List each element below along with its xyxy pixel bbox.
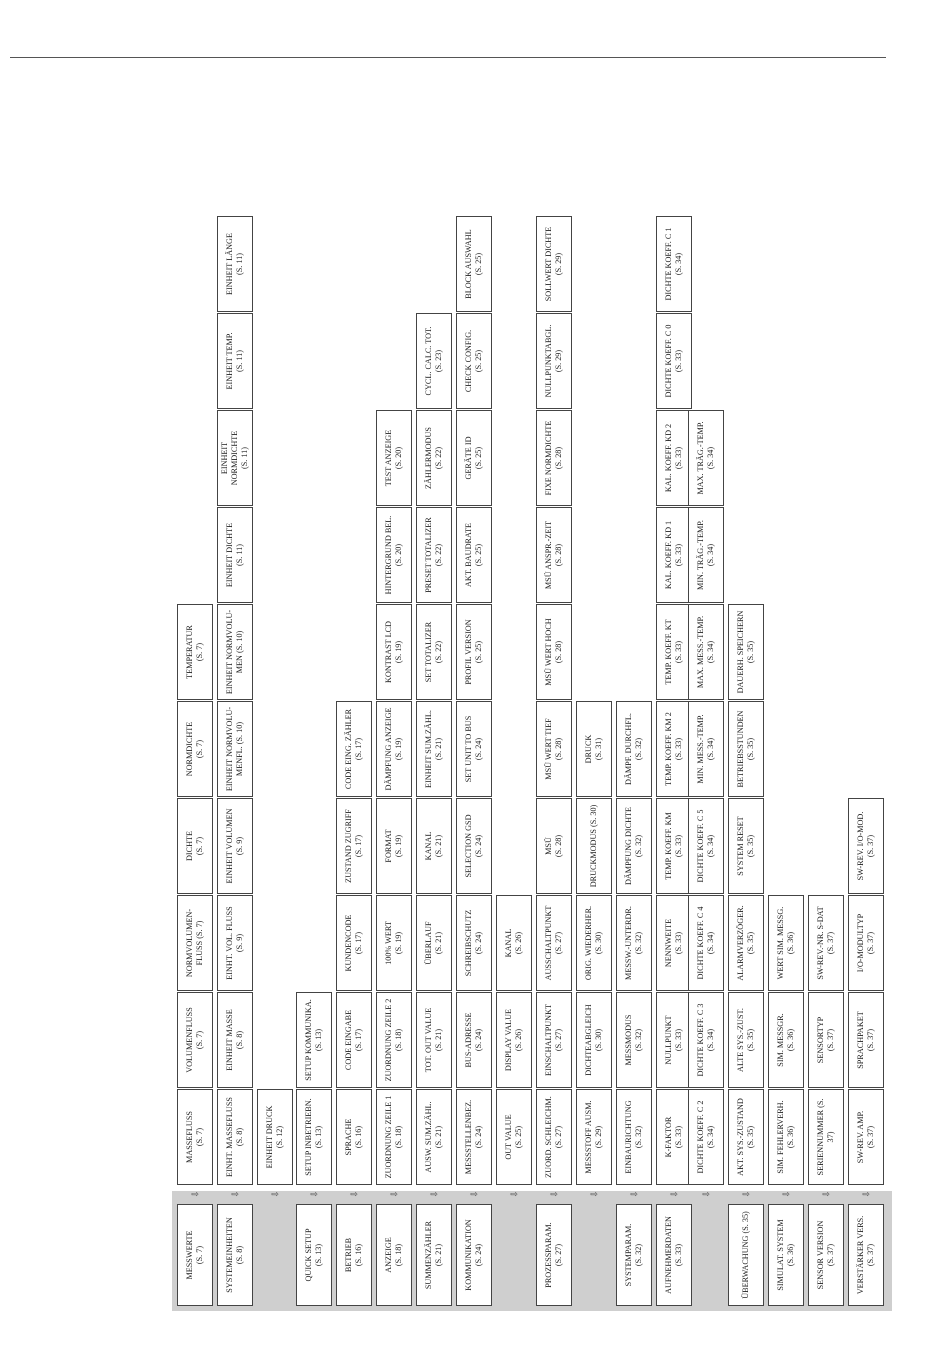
function-cell: HINTERGRUND BEL. (S. 20) (376, 507, 412, 603)
function-cell: MSÜ ANSPR.-ZEIT (S. 28) (536, 507, 572, 603)
function-cell: DÄMPFUNG DICHTE (S. 32) (616, 798, 652, 894)
function-cell: ALARMVERZÖGER. (S. 35) (728, 895, 764, 991)
function-cell: KONTRAST LCD (S. 19) (376, 604, 412, 700)
function-cell: AUSW. SUM.ZÄHL. (S. 21) (416, 1089, 452, 1185)
function-cell: SET UNIT TO BUS (S. 24) (456, 701, 492, 797)
function-cell: DICHTEABGLEICH (S. 30) (576, 992, 612, 1088)
function-cell: AUSSCHALTPUNKT (S. 27) (536, 895, 572, 991)
function-cell: FIXE NORMDICHTE (S. 28) (536, 410, 572, 506)
function-cell: CYCL. CALC. TOT. (S. 23) (416, 313, 452, 409)
matrix-row (656, 141, 692, 1311)
function-cell: TEMP. KOEFF. KT (S. 33) (656, 604, 692, 700)
function-cell: NENNWEITE (S. 33) (656, 895, 692, 991)
function-group-cell: QUICK SETUP (S. 13) (296, 1204, 332, 1306)
function-cell: EINHEIT DICHTE (S. 11) (217, 507, 253, 603)
function-cell: EINHEIT DRUCK (S. 12) (257, 1089, 293, 1185)
function-cell: MESSMODUS (S. 32) (616, 992, 652, 1088)
function-cell: KANAL (S. 21) (416, 798, 452, 894)
function-group-cell: SENSOR VERSION (S. 37) (808, 1204, 844, 1306)
matrix-row (456, 141, 492, 1311)
function-cell: EINHEIT NORMDICHTE (S. 11) (217, 410, 253, 506)
header-rule (10, 57, 886, 58)
matrix-row (536, 141, 572, 1311)
matrix-row (616, 141, 652, 1311)
function-group-cell: SYSTEMPARAM. (S. 32) (616, 1204, 652, 1306)
function-cell: EINHEIT MASSE (S. 8) (217, 992, 253, 1088)
function-cell: BLOCK AUSWAHL (S. 25) (456, 216, 492, 312)
arrow-right-icon: ⇨ (822, 1190, 830, 1200)
function-group-cell: VERSTÄRKER VERS. (S. 37) (848, 1204, 884, 1306)
function-cell: SOLLWERT DICHTE (S. 29) (536, 216, 572, 312)
function-cell: CODE EING. ZÄHLER (S. 17) (336, 701, 372, 797)
function-cell: DICHTE (S. 7) (177, 798, 213, 894)
matrix-row (376, 141, 412, 1311)
arrow-right-icon: ⇨ (310, 1190, 318, 1200)
function-cell: SPRACHE (S. 16) (336, 1089, 372, 1185)
function-cell: NULLPUNKT (S. 33) (656, 992, 692, 1088)
function-cell: EINHEIT VOLUMEN (S. 9) (217, 798, 253, 894)
function-cell: EINHEIT NORMVOLU- MEN (S. 10) (217, 604, 253, 700)
function-group-cell: ÜBERWACHUNG (S. 35) (728, 1204, 764, 1306)
function-group-cell: AUFNEHMERDATEN (S. 33) (656, 1204, 692, 1306)
function-cell: AKT. BAUDRATE (S. 25) (456, 507, 492, 603)
arrow-right-icon: ⇨ (782, 1190, 790, 1200)
function-cell: EINHT. VOL. FLUSS (S. 9) (217, 895, 253, 991)
function-cell: ZUORD. SCHLEICHM. (S. 27) (536, 1089, 572, 1185)
function-cell: CODE EINGABE (S. 17) (336, 992, 372, 1088)
function-cell: ALTE SYS.-ZUST. (S. 35) (728, 992, 764, 1088)
function-cell: NORMDICHTE (S. 7) (177, 701, 213, 797)
function-cell: SETUP INBETRIEBN. (S. 13) (296, 1089, 332, 1185)
function-cell: KAL. KOEFF. KD 1 (S. 33) (656, 507, 692, 603)
matrix-row (416, 141, 452, 1311)
function-cell: NORMVOLUMEN- FLUSS (S. 7) (177, 895, 213, 991)
arrow-right-icon: ⇨ (510, 1190, 518, 1200)
function-cell: SELECTION GSD (S. 24) (456, 798, 492, 894)
function-cell: MSÜ (S. 28) (536, 798, 572, 894)
function-cell: PRESET TOTALIZER (S. 22) (416, 507, 452, 603)
function-cell: SIM. FEHLERVERH. (S. 36) (768, 1089, 804, 1185)
function-group-cell: KOMMUNIKATION (S. 24) (456, 1204, 492, 1306)
function-cell: SW-REV. I/O-MOD. (S. 37) (848, 798, 884, 894)
function-cell: DRUCKMODUS (S. 30) (576, 798, 612, 894)
function-cell: GERÄTE ID (S. 25) (456, 410, 492, 506)
function-cell: TEMP. KOEFF. KM 2 (S. 33) (656, 701, 692, 797)
matrix-row (808, 141, 844, 1311)
function-cell: DÄMPFUNG ANZEIGE (S. 19) (376, 701, 412, 797)
arrow-right-icon: ⇨ (350, 1190, 358, 1200)
arrow-right-icon: ⇨ (390, 1190, 398, 1200)
function-cell: MIN. MESS.-TEMP. (S. 34) (688, 701, 724, 797)
function-matrix (172, 141, 875, 1311)
function-cell: KAL. KOEFF. KD 2 (S. 33) (656, 410, 692, 506)
function-group-cell: MESSWERTE (S. 7) (177, 1204, 213, 1306)
arrow-right-icon: ⇨ (670, 1190, 678, 1200)
function-cell: EINSCHALTPUNKT (S. 27) (536, 992, 572, 1088)
arrow-right-icon: ⇨ (702, 1190, 710, 1200)
function-cell: SYSTEM RESET (S. 35) (728, 798, 764, 894)
function-group-cell: BETRIEB (S. 16) (336, 1204, 372, 1306)
function-cell: SET TOTALIZER (S. 22) (416, 604, 452, 700)
function-cell: DISPLAY VALUE (S. 26) (496, 992, 532, 1088)
matrix-row (336, 141, 372, 1311)
function-cell: SENSORTYP (S. 37) (808, 992, 844, 1088)
function-cell: VOLUMENFLUSS (S. 7) (177, 992, 213, 1088)
arrow-right-icon: ⇨ (862, 1190, 870, 1200)
arrow-right-icon: ⇨ (231, 1190, 239, 1200)
function-cell: SPRACHPAKET (S. 37) (848, 992, 884, 1088)
function-cell: EINHT. MASSEFLUSS (S. 8) (217, 1089, 253, 1185)
function-group-cell: ANZEIGE (S. 18) (376, 1204, 412, 1306)
matrix-row (257, 141, 293, 1311)
arrow-right-icon: ⇨ (271, 1190, 279, 1200)
function-cell: MIN. TRÄG.-TEMP. (S. 34) (688, 507, 724, 603)
function-cell: ÜBERLAUF (S. 21) (416, 895, 452, 991)
function-cell: SW-REV.-NR. S-DAT (S. 37) (808, 895, 844, 991)
function-cell: ZÄHLERMODUS (S. 22) (416, 410, 452, 506)
function-cell: TOT. OUT VALUE (S. 21) (416, 992, 452, 1088)
function-cell: EINHEIT SUM.ZÄHL. (S. 21) (416, 701, 452, 797)
matrix-row (177, 141, 213, 1311)
matrix-row (768, 141, 804, 1311)
function-cell: EINBAURICHTUNG (S. 32) (616, 1089, 652, 1185)
function-cell: ZUORDNUNG ZEILE 1 (S. 18) (376, 1089, 412, 1185)
function-cell: OUT VALUE (S. 25) (496, 1089, 532, 1185)
function-cell: BETRIEBSSTUNDEN (S. 35) (728, 701, 764, 797)
matrix-row (576, 141, 612, 1311)
function-cell: DICHTE KOEFF. C 0 (S. 33) (656, 313, 692, 409)
function-group-cell: SYSTEMEINHEITEN (S. 8) (217, 1204, 253, 1306)
function-cell: EINHEIT LÄNGE (S. 11) (217, 216, 253, 312)
function-cell: TEMPERATUR (S. 7) (177, 604, 213, 700)
function-cell: MESSSTOFF AUSM. (S. 29) (576, 1089, 612, 1185)
function-cell: DICHTE KOEFF. C 1 (S. 34) (656, 216, 692, 312)
arrow-right-icon: ⇨ (191, 1190, 199, 1200)
function-cell: MESSSTELLENBEZ. (S. 24) (456, 1089, 492, 1185)
function-cell: TEMP. KOEFF. KM (S. 33) (656, 798, 692, 894)
function-cell: SERIENNUMMER (S. 37) (808, 1089, 844, 1185)
function-cell: DICHTE KOEFF. C 2 (S. 34) (688, 1089, 724, 1185)
function-cell: MAX. TRÄG.-TEMP. (S. 34) (688, 410, 724, 506)
function-cell: MASSEFLUSS (S. 7) (177, 1089, 213, 1185)
function-cell: DICHTE KOEFF. C 4 (S. 34) (688, 895, 724, 991)
function-cell: EINHEIT NORMVOLU- MENFL. (S. 10) (217, 701, 253, 797)
function-cell: NULLPUNKTABGL. (S. 29) (536, 313, 572, 409)
function-cell: MSÜ WERT TIEF (S. 28) (536, 701, 572, 797)
function-cell: ZUSTAND ZUGRIFF (S. 17) (336, 798, 372, 894)
function-group-cell: SIMULAT. SYSTEM (S. 36) (768, 1204, 804, 1306)
arrow-right-icon: ⇨ (742, 1190, 750, 1200)
function-cell: 100% WERT (S. 19) (376, 895, 412, 991)
function-cell: KUNDENCODE (S. 17) (336, 895, 372, 991)
arrow-right-icon: ⇨ (590, 1190, 598, 1200)
matrix-row (296, 141, 332, 1311)
function-cell: MESSW.-UNTERDR. (S. 32) (616, 895, 652, 991)
function-cell: KANAL (S. 26) (496, 895, 532, 991)
function-cell: SIM. MESSGR. (S. 36) (768, 992, 804, 1088)
function-cell: SETUP KOMMUNIKA. (S. 13) (296, 992, 332, 1088)
arrow-right-icon: ⇨ (430, 1190, 438, 1200)
function-cell: DÄMPF. DURCHFL. (S. 32) (616, 701, 652, 797)
matrix-row (848, 141, 884, 1311)
matrix-row (217, 141, 253, 1311)
function-cell: DICHTE KOEFF. C 3 (S. 34) (688, 992, 724, 1088)
function-cell: K-FAKTOR (S. 33) (656, 1089, 692, 1185)
arrow-right-icon: ⇨ (630, 1190, 638, 1200)
function-cell: I/O-MODULTYP (S. 37) (848, 895, 884, 991)
function-group-cell: PROZESSPARAM. (S. 27) (536, 1204, 572, 1306)
arrow-right-icon: ⇨ (470, 1190, 478, 1200)
function-cell: DAUERH. SPEICHERN (S. 35) (728, 604, 764, 700)
function-cell: DRUCK (S. 31) (576, 701, 612, 797)
function-cell: SCHREIBSCHUTZ (S. 24) (456, 895, 492, 991)
matrix-row (728, 141, 764, 1311)
function-cell: MAX. MESS.-TEMP. (S. 34) (688, 604, 724, 700)
function-cell: EINHEIT TEMP. (S. 11) (217, 313, 253, 409)
function-cell: BUS-ADRESSE (S. 24) (456, 992, 492, 1088)
function-cell: CHECK CONFIG. (S. 25) (456, 313, 492, 409)
matrix-row (496, 141, 532, 1311)
function-cell: ORIG. WIEDERHER. (S. 30) (576, 895, 612, 991)
function-cell: MSÜ WERT HOCH (S. 28) (536, 604, 572, 700)
function-group-cell: SUMMENZÄHLER (S. 21) (416, 1204, 452, 1306)
function-cell: DICHTE KOEFF. C 5 (S. 34) (688, 798, 724, 894)
function-cell: AKT. SYS.-ZUSTAND (S. 35) (728, 1089, 764, 1185)
matrix-row (688, 141, 724, 1311)
function-cell: PROFIL VERSION (S. 25) (456, 604, 492, 700)
function-cell: ZUORDNUNG ZEILE 2 (S. 18) (376, 992, 412, 1088)
function-cell: WERT SIM. MESSG. (S. 36) (768, 895, 804, 991)
function-cell: FORMAT (S. 19) (376, 798, 412, 894)
function-cell: TEST ANZEIGE (S. 20) (376, 410, 412, 506)
arrow-right-icon: ⇨ (550, 1190, 558, 1200)
function-cell: SW-REV. AMP. (S. 37) (848, 1089, 884, 1185)
